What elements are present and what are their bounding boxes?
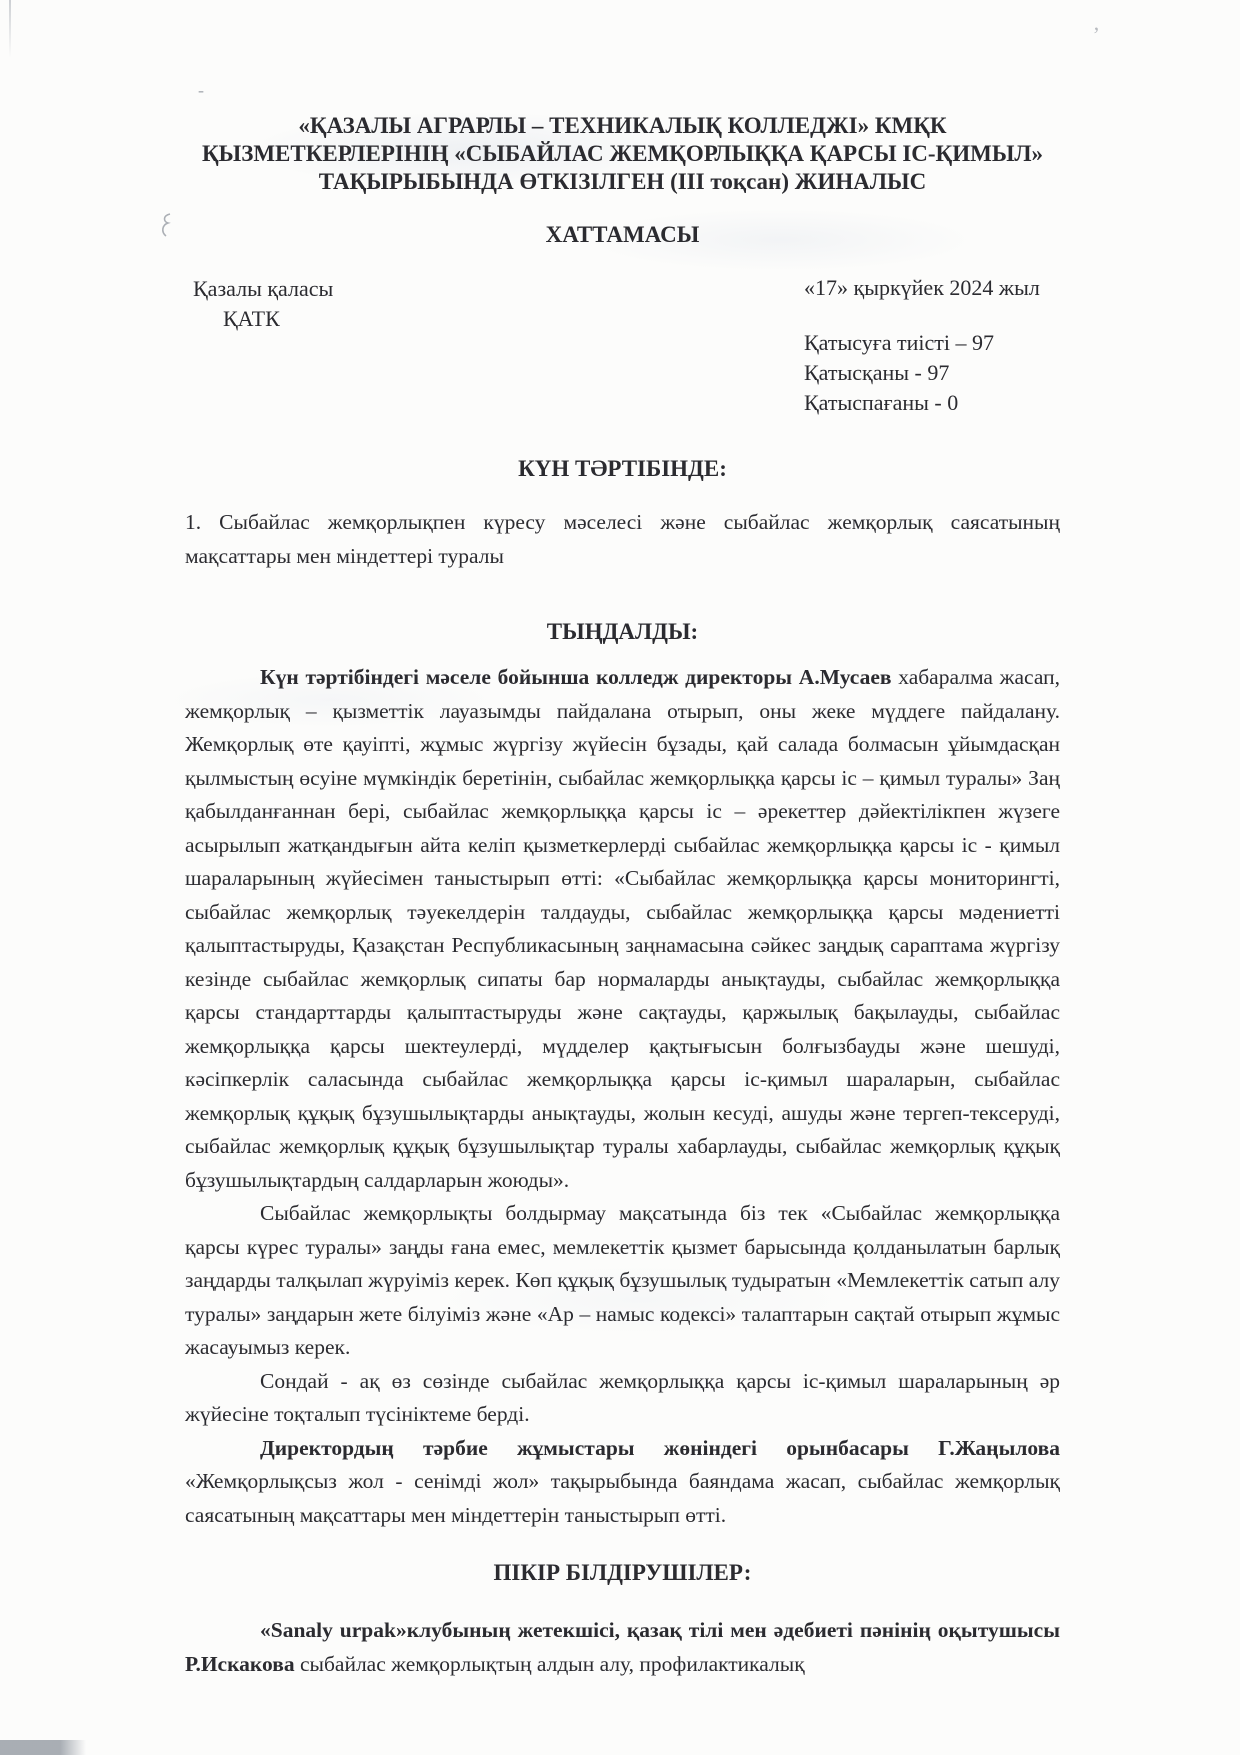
meta-organization: ҚАТК bbox=[223, 306, 280, 331]
scan-artifact-edge-streak bbox=[9, 0, 11, 58]
attendance-block bbox=[804, 328, 1060, 418]
title-line-3: ТАҚЫРЫБЫНДА ӨТКІЗІЛГЕН (ІІІ тоқсан) ЖИНАЛЫС bbox=[318, 169, 927, 194]
speaker-club-leader: «Sanaly urpak»клубының жетекшісі, қазақ тілі мен әдебиеті пәнінің оқытушысы Р.Искакова bbox=[185, 1618, 1060, 1676]
paragraph-deputy-report bbox=[185, 1432, 1060, 1533]
scan-artifact-corner-band bbox=[0, 1740, 86, 1755]
attendance-required: Қатысуға тиісті – 97 bbox=[804, 330, 995, 355]
meta-date: «17» қыркүйек 2024 жыл bbox=[804, 275, 1040, 300]
paragraph-text: «Жемқорлықсыз жол - сенімді жол» тақырыбында баяндама жасап, сыбайлас жемқорлық саясатының мақсаттары мен міндеттерін таныстырып өтті. bbox=[185, 1469, 1060, 1527]
title-line-2: ҚЫЗМЕТКЕРЛЕРІНІҢ «СЫБАЙЛАС ЖЕМҚОРЛЫҚҚА ҚАРСЫ ІС-ҚИМЫЛ» bbox=[201, 141, 1044, 166]
document-title bbox=[185, 112, 1060, 196]
document-subtitle: ХАТТАМАСЫ bbox=[545, 222, 700, 247]
title-line-1: «ҚАЗАЛЫ АГРАРЛЫ – ТЕХНИКАЛЫҚ КОЛЛЕДЖІ» КМҚК bbox=[298, 113, 947, 138]
paragraph-club-leader bbox=[185, 1614, 1060, 1681]
paragraph-text: Сондай - ақ өз сөзінде сыбайлас жемқорлыққа қарсы іс-қимыл шараларының әр жүйесіне тоқталып түсініктеме берді. bbox=[185, 1368, 1060, 1426]
scan-artifact-pencil-mark bbox=[158, 212, 176, 238]
paragraph-text: сыбайлас жемқорлықтың алдын алу, профилактикалық bbox=[294, 1651, 805, 1676]
speaker-director: Күн тәртібіндегі мәселе бойынша колледж директоры А.Мусаев bbox=[260, 665, 892, 689]
meta-row bbox=[185, 274, 1060, 418]
meta-date-attendance bbox=[804, 274, 1060, 418]
speaker-deputy: Директордың тәрбие жұмыстары жөніндегі орынбасары Г.Жаңылова bbox=[260, 1435, 1060, 1460]
agenda-item: 1. Сыбайлас жемқорлықпен күресу мәселесі және сыбайлас жемқорлық саясатының мақсаттары мен міндеттері туралы bbox=[185, 510, 1060, 568]
paragraph-prevention bbox=[185, 1197, 1060, 1365]
meta-city: Қазалы қаласы bbox=[193, 276, 334, 301]
document-content bbox=[185, 0, 1060, 1681]
agenda-heading: КҮН ТӘРТІБІНДЕ: bbox=[518, 456, 727, 481]
attendance-present: Қатысқаны - 97 bbox=[804, 360, 950, 385]
paragraph-explanation bbox=[185, 1365, 1060, 1432]
paragraph-text: Сыбайлас жемқорлықты болдырмау мақсатында біз тек «Сыбайлас жемқорлыққа қарсы күрес туралы» заңды ғана емес, мемлекеттік қызмет барысында қолданылатын барлық заңдарды талқылап жүруіміз керек. Көп құқық бұзушылық тудыратын «Мемлекеттік сатып алу туралы» заңдарын жете білуіміз және «Ар – намыс кодексі» талаптарын сақтай отырып жұмыс жасауымыз керек. bbox=[185, 1201, 1060, 1359]
paragraph-text: хабаралма жасап, жемқорлық – қызметтік лауазымды пайдалана отырып, оны жеке мүддеге пайдалану. Жемқорлық өте қауіпті, жұмыс жүргізу жүйесін бұзады, қай салада болмасын ұйымдасқан қылмыстың өсуіне мүмкіндік беретінін, сыбайлас жемқорлыққа қарсы іс – қимыл туралы» Заң қабылданғаннан бері, сыбайлас жемқорлыққа қарсы іс – әрекеттер дәйектілікпен жүзеге асырылып жатқандығын айта келіп қызметкерлерді сыбайлас жемқорлыққа қарсы іс - қимыл шараларының жүйесімен таныстырып өтті: «Сыбайлас жемқорлыққа қарсы мониторингті, сыбайлас жемқорлық тәуекелдерін талдауды, сыбайлас жемқорлыққа қарсы мәдениетті қалыптастыруды, Қазақстан Республикасының заңнамасына сәйкес заңдық сараптама жүргізу кезінде сыбайлас жемқорлық сипаты бар нормаларды анықтауды, сыбайлас жемқорлыққа қарсы стандарттарды қалыптастыруды және сақтауды, қаржылық бақылауды, сыбайлас жемқорлыққа қарсы шектеулерді, мүдделер қақтығысын болғызбауды және шешуді, кәсіпкерлік саласында сыбайлас жемқорлыққа қарсы іс-қимыл шараларын, сыбайлас жемқорлық құқық бұзушылықтарды анықтауды, жолын кесуді, ашуды және тергеп-тексеруді, сыбайлас жемқорлық құқық бұзушылықтар туралы хабарлауды, сыбайлас жемқорлық құқық бұзушылықтардың салдарларын жоюды». bbox=[185, 665, 1061, 1192]
opinions-heading: ПІКІР БІЛДІРУШІЛЕР: bbox=[493, 1560, 752, 1585]
heard-heading: ТЫҢДАЛДЫ: bbox=[546, 619, 699, 644]
scan-artifact-dash: - bbox=[198, 80, 204, 100]
scan-artifact-speck: ’ bbox=[1092, 22, 1100, 47]
attendance-absent: Қатыспағаны - 0 bbox=[804, 390, 959, 415]
meta-location bbox=[185, 274, 333, 418]
paragraph-director-report bbox=[185, 661, 1060, 1197]
